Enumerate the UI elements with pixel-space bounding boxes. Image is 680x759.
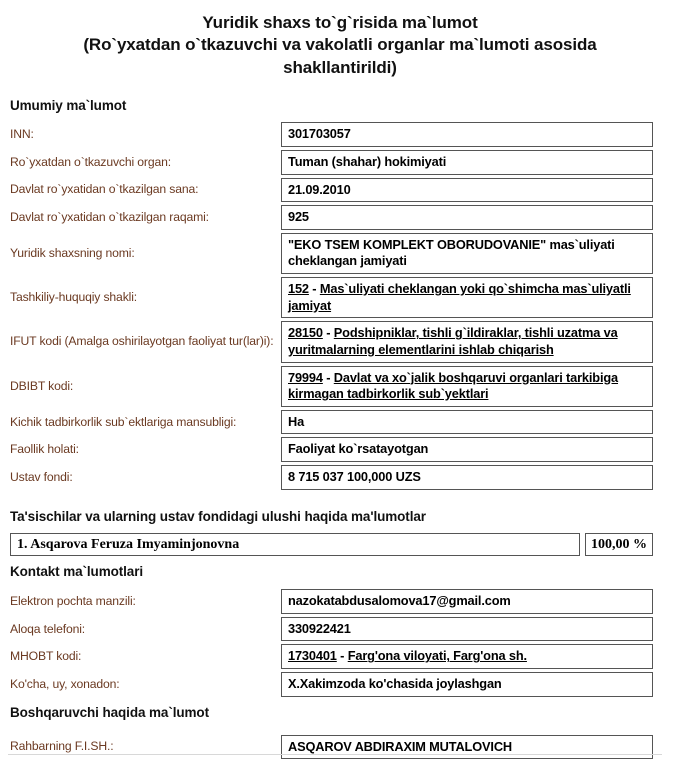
field-row-small-business <box>0 410 680 435</box>
value-registration-date: 21.09.2010 <box>281 178 653 203</box>
label-registration-date: Davlat ro`yxatidan o`tkazilgan sana: <box>10 182 199 197</box>
label-dbibt: DBIBT kodi: <box>10 378 74 393</box>
value-charter-fund: 8 715 037 100,000 UZS <box>281 465 653 490</box>
page-title-line-2: (Ro`yxatdan o`tkazuvchi va vakolatli organlar ma`lumoti asosida <box>83 35 597 55</box>
section-heading-general: Umumiy ma`lumot <box>10 98 127 114</box>
field-row-dbibt <box>0 366 680 407</box>
section-heading-contacts: Kontakt ma`lumotlari <box>10 564 144 580</box>
label-ifut: IFUT kodi (Amalga oshirilayotgan faoliyat tur(lar)i): <box>10 334 274 349</box>
value-dbibt <box>281 366 653 407</box>
value-registrar: Tuman (shahar) hokimiyati <box>281 150 653 175</box>
legal-form-separator: - <box>308 281 320 297</box>
label-mhobt: MHOBT kodi: <box>10 649 82 664</box>
value-registration-number: 925 <box>281 205 653 230</box>
label-small-business: Kichik tadbirkorlik sub`ektlariga mansubligi: <box>10 414 237 429</box>
field-row-manager-fio <box>0 735 680 759</box>
value-manager-fio: ASQAROV ABDIRAXIM MUTALOVICH <box>281 735 653 759</box>
table-row-founder <box>0 533 680 557</box>
label-legal-form: Tashkiliy-huquqiy shakli: <box>10 290 137 305</box>
dbibt-code[interactable]: 79994 <box>288 369 323 385</box>
value-ifut <box>281 321 653 362</box>
field-row-registrar <box>0 150 680 175</box>
field-row-ifut <box>0 321 680 362</box>
value-address: X.Xakimzoda ko'chasida joylashgan <box>281 672 653 697</box>
value-legal-form <box>281 277 653 318</box>
label-inn: INN: <box>10 127 34 141</box>
value-mhobt <box>281 644 653 669</box>
label-registration-number: Davlat ro`yxatidan o`tkazilgan raqami: <box>10 209 209 224</box>
bottom-divider <box>8 754 662 755</box>
mhobt-link[interactable]: Farg'ona viloyati, Farg'ona sh. <box>347 648 527 664</box>
field-row-inn <box>0 122 680 147</box>
label-address: Ko'cha, uy, xonadon: <box>10 676 120 691</box>
mhobt-separator: - <box>336 648 348 664</box>
field-row-legal-form <box>0 277 680 318</box>
page-title <box>0 0 680 79</box>
field-row-address <box>0 672 680 697</box>
dbibt-separator: - <box>322 369 334 385</box>
value-entity-name: "EKO TSEM KOMPLEKT OBORUDOVANIE" mas`uliyati cheklangan jamiyati <box>281 233 653 274</box>
label-entity-name: Yuridik shaxsning nomi: <box>10 245 135 260</box>
page-title-line-3: shakllantirildi) <box>283 57 397 77</box>
value-inn: 301703057 <box>281 122 653 147</box>
field-row-activity-status <box>0 437 680 462</box>
dbibt-link[interactable]: Davlat va xo`jalik boshqaruvi organlari tarkibiga kirmagan tadbirkorlik sub`yektlari <box>288 369 619 402</box>
field-row-email <box>0 589 680 614</box>
value-small-business: Ha <box>281 410 653 435</box>
section-heading-founders: Ta'sischilar va ularning ustav fondidagi ulushi haqida ma'lumotlar <box>10 508 426 524</box>
page-title-line-1: Yuridik shaxs to`g`risida ma`lumot <box>202 13 478 32</box>
field-row-registration-number <box>0 205 680 230</box>
ifut-separator: - <box>322 325 334 341</box>
ifut-code[interactable]: 28150 <box>288 325 323 341</box>
founder-name: 1. Asqarova Feruza Imyaminjonovna <box>10 533 580 557</box>
field-row-entity-name <box>0 233 680 274</box>
legal-form-code[interactable]: 152 <box>288 281 309 297</box>
value-phone: 330922421 <box>281 617 653 642</box>
value-email: nazokatabdusalomova17@gmail.com <box>281 589 653 614</box>
legal-form-link[interactable]: Mas`uliyati cheklangan yoki qo`shimcha mas`uliyatli jamiyat <box>288 281 631 313</box>
mhobt-code[interactable]: 1730401 <box>288 648 337 664</box>
field-row-registration-date <box>0 178 680 203</box>
label-charter-fund: Ustav fondi: <box>10 469 73 484</box>
spacer-manager <box>0 726 680 735</box>
ifut-link[interactable]: Podshipniklar, tishli g`ildiraklar, tishli uzatma va yuritmalarning elementlarini ishlab chiqarish <box>288 325 618 357</box>
label-email: Elektron pochta manzili: <box>10 593 136 608</box>
section-heading-manager: Boshqaruvchi haqida ma`lumot <box>10 704 209 720</box>
field-row-charter-fund <box>0 465 680 490</box>
field-row-phone <box>0 617 680 642</box>
label-phone: Aloqa telefoni: <box>10 621 85 636</box>
field-row-mhobt <box>0 644 680 669</box>
label-registrar: Ro`yxatdan o`tkazuvchi organ: <box>10 154 171 169</box>
value-activity-status: Faoliyat ko`rsatayotgan <box>281 437 653 462</box>
founder-share: 100,00 % <box>585 533 653 557</box>
label-manager-fio: Rahbarning F.I.SH.: <box>10 739 114 754</box>
label-activity-status: Faollik holati: <box>10 442 79 457</box>
